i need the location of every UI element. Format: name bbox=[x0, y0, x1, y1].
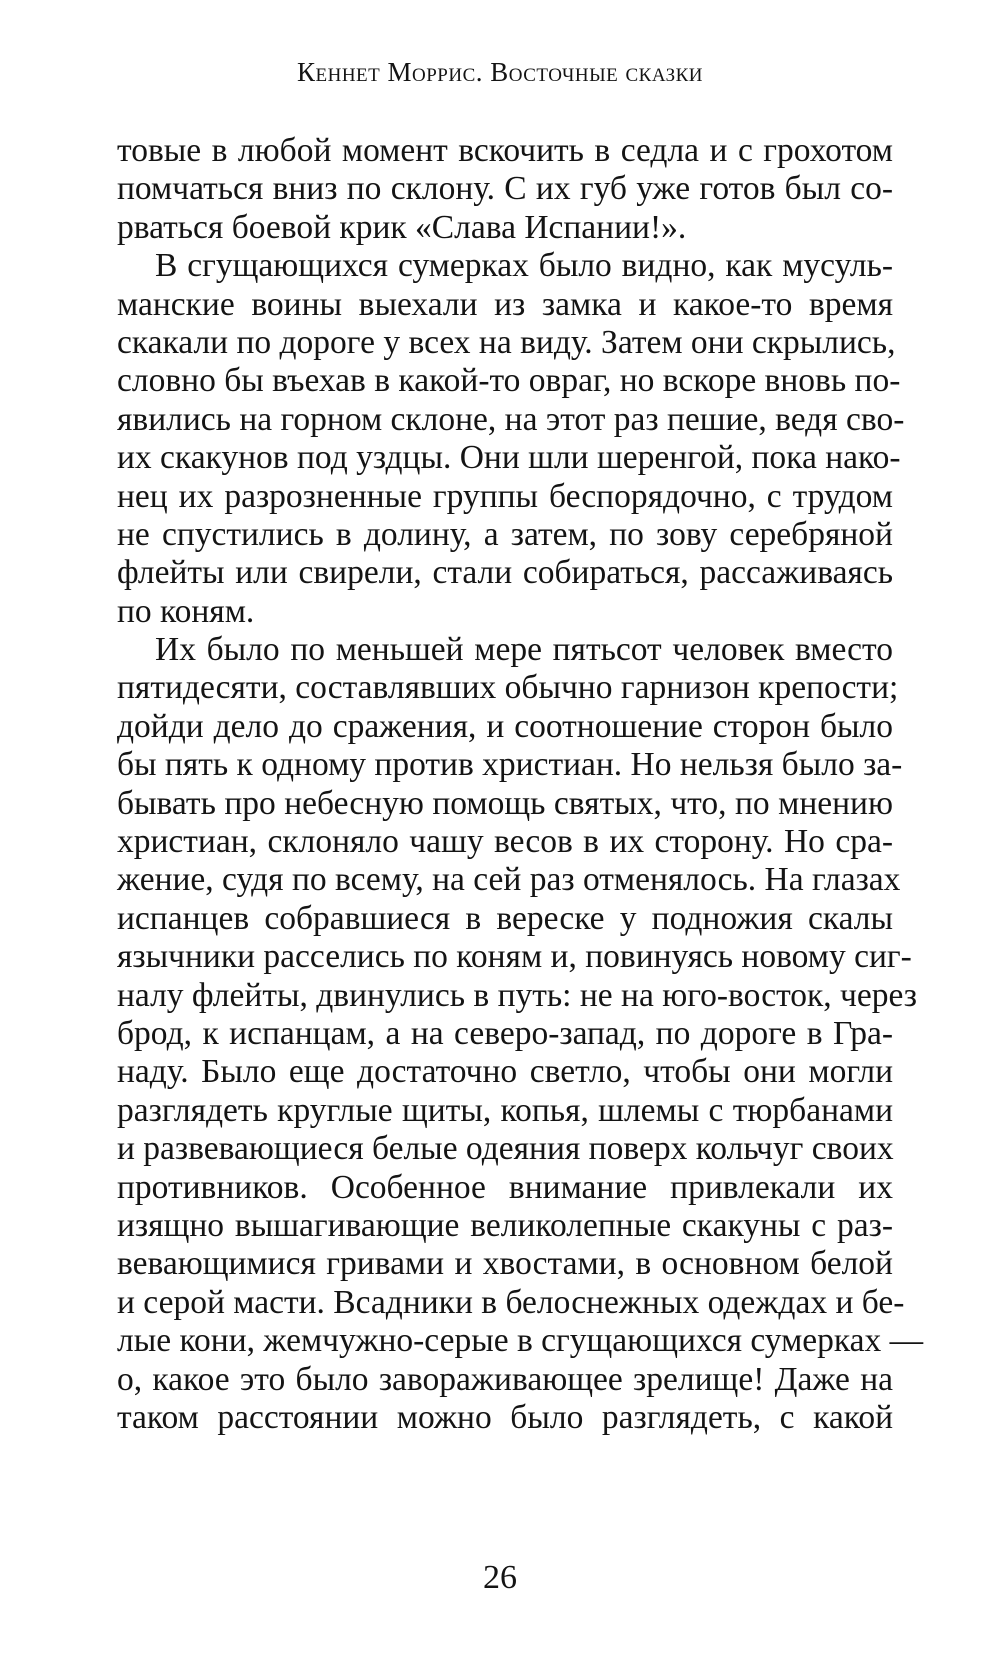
text-line: их скакунов под уздцы. Они шли шеренгой, пока нако- bbox=[117, 439, 901, 477]
text-line: помчаться вниз по склону. С их губ уже готов был со- bbox=[117, 170, 893, 208]
text-line: брод, к испанцам, а на северо-запад, по дороге в Гра- bbox=[117, 1014, 893, 1052]
running-head: Кеннет Моррис. Восточные сказки bbox=[296, 57, 703, 87]
text-body bbox=[117, 132, 924, 1437]
text-line: жение, судя по всему, на сей раз отменялось. На глазах bbox=[117, 861, 901, 899]
text-line: пятидесяти, составлявших обычно гарнизон крепости; bbox=[117, 669, 899, 707]
text-line: изящно вышагивающие великолепные скакуны с раз- bbox=[117, 1206, 893, 1244]
text-line: манские воины выехали из замка и какое-то время bbox=[117, 285, 893, 323]
text-line: по коням. bbox=[117, 592, 255, 630]
text-line: о, какое это было завораживающее зрелище! Даже на bbox=[117, 1360, 893, 1398]
text-line: язычники расселись по коням и, повинуясь новому сиг- bbox=[117, 938, 912, 976]
text-line: дойди дело до сражения, и соотношение сторон было bbox=[117, 707, 893, 745]
text-line: и развевающиеся белые одеяния поверх кольчуг своих bbox=[117, 1130, 894, 1168]
text-line: не спустились в долину, а затем, по зову серебряной bbox=[117, 515, 893, 553]
text-line: словно бы въехав в какой-то овраг, но вскоре вновь по- bbox=[117, 362, 901, 400]
text-line: разглядеть круглые щиты, копья, шлемы с тюрбанами bbox=[117, 1091, 893, 1129]
text-line: товые в любой момент вскочить в седла и с грохотом bbox=[117, 132, 893, 169]
text-line: наду. Было еще достаточно светло, чтобы они могли bbox=[117, 1053, 893, 1091]
text-line: вевающимися гривами и хвостами, в основном белой bbox=[117, 1245, 893, 1283]
text-line: флейты или свирели, стали собираться, рассаживаясь bbox=[117, 554, 893, 592]
text-line: В сгущающихся сумерках было видно, как мусуль- bbox=[155, 247, 893, 285]
text-line: бывать про небесную помощь святых, что, по мнению bbox=[117, 784, 893, 822]
text-line: таком расстоянии можно было разглядеть, с какой bbox=[117, 1398, 893, 1436]
paragraph-3 bbox=[117, 631, 924, 1437]
paragraph-1 bbox=[117, 132, 893, 247]
page-number: 26 bbox=[483, 1559, 517, 1596]
text-line: лые кони, жемчужно-серые в сгущающихся сумерках — bbox=[117, 1322, 924, 1360]
paragraph-2 bbox=[117, 247, 905, 631]
text-line: испанцев собравшиеся в вереске у подножия скалы bbox=[117, 899, 893, 937]
text-line: и серой масти. Всадники в белоснежных одеждах и бе- bbox=[117, 1283, 905, 1321]
text-line: Их было по меньшей мере пятьсот человек вместо bbox=[155, 631, 893, 669]
text-line: налу флейты, двинулись в путь: не на юго-восток, через bbox=[117, 976, 918, 1014]
text-line: скакали по дороге у всех на виду. Затем они скрылись, bbox=[117, 323, 896, 361]
text-line: бы пять к одному против христиан. Но нельзя было за- bbox=[117, 746, 903, 784]
text-line: противников. Особенное внимание привлекали их bbox=[117, 1168, 893, 1206]
text-line: рваться боевой крик «Слава Испании!». bbox=[117, 208, 687, 246]
text-line: явились на горном склоне, на этот раз пешие, ведя сво- bbox=[117, 400, 905, 438]
text-line: нец их разрозненные группы беспорядочно, с трудом bbox=[117, 477, 893, 515]
text-line: христиан, склоняло чашу весов в их сторону. Но сра- bbox=[117, 823, 893, 861]
